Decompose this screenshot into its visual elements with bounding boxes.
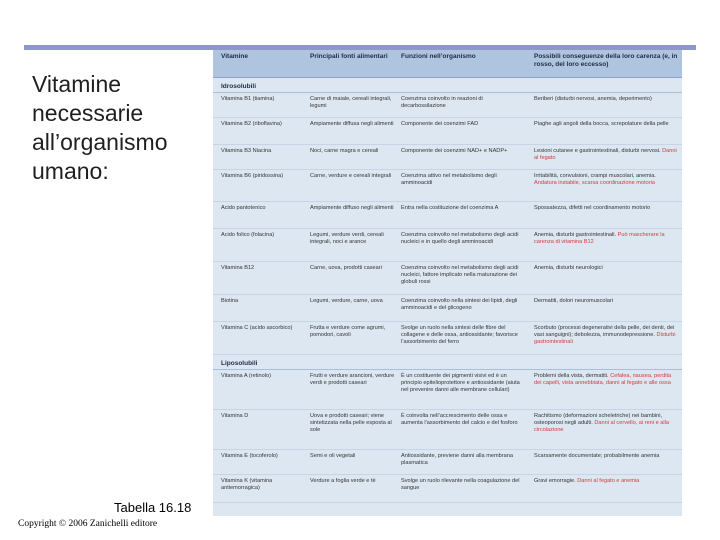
sources-cell: Semi e oli vegetali: [310, 453, 356, 459]
functions-cell: Coenzima coinvolto in reazioni di decarbossilazione: [401, 96, 483, 110]
table-row: [213, 93, 682, 118]
sources-cell: Legumi, verdure verdi, cereali integrali, noci e arance: [310, 232, 384, 246]
sources-cell: Carne di maiale, cereali integrali, legumi: [310, 96, 392, 110]
sources-cell: Ampiamente diffuso negli alimenti: [310, 205, 394, 211]
deficiency-text: Beriberi (disturbi nervosi, anemia, deperimento): [534, 96, 652, 102]
slide-title: Vitamine necessarie all’organismo umano:: [32, 71, 168, 184]
vitamin-cell: Vitamina B12: [221, 265, 255, 271]
vitamin-cell: Vitamina A (retinolo): [221, 373, 271, 379]
section-title: Liposolubili: [213, 355, 682, 370]
sources-cell: Uova e prodotti caseari; viene sintetizzata nella pelle esposta al sole: [310, 413, 392, 434]
table-body: [213, 78, 682, 503]
deficiency-cell: [531, 170, 682, 201]
vitamin-cell: Biotina: [221, 298, 239, 304]
functions-cell: Coenzima coinvolto nel metabolismo degli acidi nucleici, fattore implicato nella maturazione dei globuli rossi: [401, 265, 519, 286]
excess-text: Andatura instabile, scarsa coordinazione motoria: [534, 180, 655, 187]
functions-cell: Svolge un ruolo rilevante nella coagulazione del sangue: [401, 478, 520, 492]
sources-cell: Frutta e verdure come agrumi, pomodori, cavoli: [310, 325, 386, 339]
table-row: [213, 475, 682, 503]
functions-cell: Coenzima coinvolto nel metabolismo degli acidi nucleici e in quello degli amminoacidi: [401, 232, 519, 246]
deficiency-cell: [531, 229, 682, 261]
vitamin-cell: Vitamina D: [221, 413, 249, 419]
table-row: [213, 145, 682, 170]
deficiency-text: Anemia, disturbi gastrointestinali.: [534, 232, 617, 238]
sources-cell: Frutti e verdure arancioni, verdure verdi e prodotti caseari: [310, 373, 395, 387]
deficiency-text: Problemi della vista, dermatiti.: [534, 373, 609, 379]
deficiency-text: Spossatezza, difetti nel coordinamento motorio: [534, 205, 651, 211]
functions-cell: È un costituente dei pigmenti visivi ed è un principio epitelioprotettore e antiossidante (aiuta nel prevenire danni alle membrane cellulari): [401, 373, 520, 394]
section-title: Idrosolubili: [213, 78, 682, 93]
functions-cell: Coenzima attivo nel metabolismo degli amminoacidi: [401, 173, 497, 187]
functions-cell: Componente dei coenzimi FAD: [401, 121, 479, 127]
functions-cell: Coenzima coinvolto nella sintesi dei lipidi, degli amminoacidi e del glicogeno: [401, 298, 518, 312]
sources-cell: Carne, verdure e cereali integrali: [310, 173, 392, 179]
vitamin-cell: Acido folico (folacina): [221, 232, 275, 238]
vitamin-cell: Vitamina C (acido ascorbico): [221, 325, 293, 331]
table-row: [213, 262, 682, 295]
sources-cell: Ampiamente diffusa negli alimenti: [310, 121, 394, 127]
deficiency-cell: [531, 295, 682, 321]
header-functions: Funzioni nell’organismo: [401, 53, 476, 60]
table-row: [213, 295, 682, 322]
table-caption: Tabella 16.18: [114, 500, 192, 515]
vitamin-cell: Vitamina E (tocoferolo): [221, 453, 278, 459]
vitamins-table: [213, 50, 682, 516]
deficiency-text: Rachitismo (deformazioni scheletriche) nei bambini, osteoporosi negli adulti.: [534, 413, 663, 427]
vitamin-cell: Vitamina B2 (riboflavina): [221, 121, 282, 127]
deficiency-text: Piaghe agli angoli della bocca, screpolature della pelle: [534, 121, 669, 127]
functions-cell: È coinvolta nell’accrescimento delle ossa e aumenta l’assorbimento del calcio e del fosforo: [401, 413, 518, 427]
table-row: [213, 450, 682, 475]
header-vitamins: Vitamine: [221, 53, 248, 60]
deficiency-text: Dermatiti, dolori neuromuscolari: [534, 298, 613, 304]
excess-text: Può mascherare la carenza di vitamina B12: [534, 232, 665, 246]
table-row: [213, 370, 682, 410]
table-row: [213, 410, 682, 450]
excess-text: Danni al fegato e anemia: [577, 478, 640, 484]
vitamin-cell: Vitamina B1 (tiamina): [221, 96, 275, 102]
table-row: [213, 118, 682, 145]
deficiency-cell: [531, 118, 682, 144]
deficiency-cell: [531, 262, 682, 294]
deficiency-cell: [531, 410, 682, 449]
table-row: [213, 229, 682, 262]
copyright-notice: Copyright © 2006 Zanichelli editore: [18, 519, 158, 529]
deficiency-text: Scorbuto (processi degenerativi della pelle, dei denti, dei vasi sanguigni); debolezza, immunodepressione.: [534, 325, 675, 339]
functions-cell: Svolge un ruolo nella sintesi delle fibre del collagene e delle ossa, antiossidante; favorisce l’assorbimento del ferro: [401, 325, 518, 346]
deficiency-text: Lesioni cutanee e gastrointestinali, disturbi nervosi.: [534, 148, 661, 154]
excess-text: Cefalea, nausea, perdita dei capelli, vista annebbiata, danni al fegato e alle ossa: [534, 373, 672, 387]
deficiency-cell: [531, 450, 682, 474]
functions-cell: Entra nella costituzione del coenzima A: [401, 205, 499, 211]
header-deficiency: Possibili conseguenze della loro carenza (e, in rosso, del loro eccesso): [534, 53, 678, 68]
deficiency-text: Scarsamente documentate; probabilmente anemia: [534, 453, 660, 459]
deficiency-cell: [531, 370, 682, 409]
functions-cell: Antiossidante, previene danni alla membrana plasmatica: [401, 453, 513, 467]
vitamin-cell: Vitamina B6 (piridossina): [221, 173, 284, 179]
table-row: [213, 322, 682, 355]
deficiency-text: Irritabilità, convulsioni, crampi muscolari, anemia.: [534, 173, 656, 179]
table-row: [213, 202, 682, 229]
sources-cell: Carne, uova, prodotti caseari: [310, 265, 382, 271]
deficiency-cell: [531, 322, 682, 354]
functions-cell: Componente dei coenzimi NAD+ e NADP+: [401, 148, 508, 154]
vitamin-cell: Acido pantotenico: [221, 205, 266, 211]
table-row: [213, 170, 682, 202]
deficiency-cell: [531, 475, 682, 502]
header-sources: Principali fonti alimentari: [310, 53, 388, 60]
excess-text: Danni al cervello, ai reni e alla circolazione: [534, 420, 669, 434]
deficiency-cell: [531, 145, 682, 169]
excess-text: Danni al fegato: [534, 148, 677, 162]
deficiency-cell: [531, 93, 682, 117]
vitamin-cell: Vitamina K (vitamina antiemorragica): [221, 478, 273, 492]
table-header: [213, 50, 682, 78]
deficiency-text: Gravi emorragie.: [534, 478, 576, 484]
deficiency-cell: [531, 202, 682, 228]
vitamin-cell: Vitamina B3 Niacina: [221, 148, 272, 154]
sources-cell: Verdure a foglia verde e tè: [310, 478, 376, 484]
deficiency-text: Anemia, disturbi neurologici: [534, 265, 603, 271]
sources-cell: Noci, carne magra e cereali: [310, 148, 379, 154]
sources-cell: Legumi, verdure, carne, uova: [310, 298, 383, 304]
excess-text: Disturbi gastrointestinali: [534, 332, 676, 346]
